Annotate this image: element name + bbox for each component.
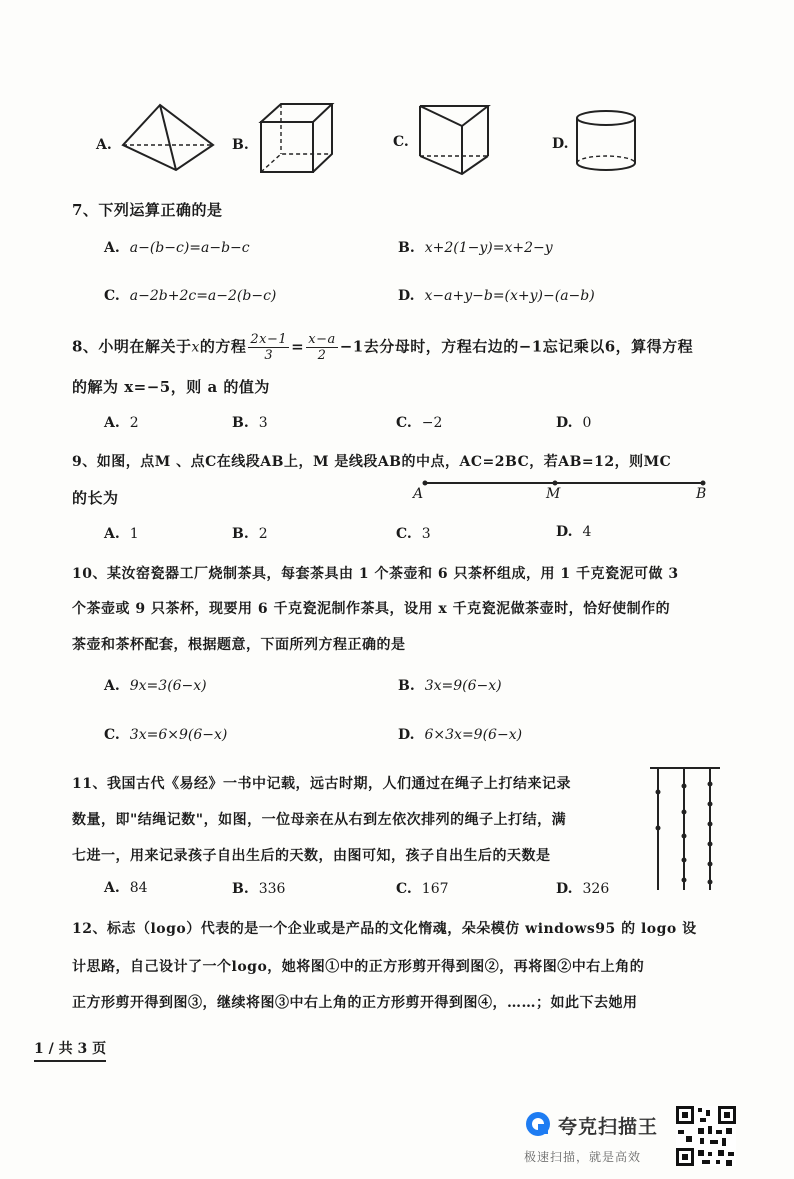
q8-fraction-1 bbox=[248, 332, 289, 363]
q10-option-a-text: 9x=3(6−x) bbox=[129, 678, 207, 694]
q10-option-a bbox=[104, 678, 207, 694]
q9-option-b-text: 2 bbox=[258, 526, 268, 542]
q11-option-b-label: B. bbox=[232, 881, 249, 897]
q10-option-b-label: B. bbox=[398, 678, 415, 694]
q7-option-b-label: B. bbox=[398, 240, 415, 256]
q9-option-d bbox=[556, 524, 591, 540]
q9-option-c-label: C. bbox=[396, 526, 412, 542]
q8-frac2-numerator: x−a bbox=[308, 332, 336, 347]
q8-option-b-label: B. bbox=[232, 415, 249, 431]
q7-option-d-text: x−a+y−b=(x+y)−(a−b) bbox=[424, 288, 595, 304]
q8-option-d-text: 0 bbox=[582, 415, 592, 431]
q10-option-c-text: 3x=6×9(6−x) bbox=[129, 727, 228, 743]
q11-option-b-text: 336 bbox=[258, 881, 286, 897]
q11-option-d bbox=[556, 881, 609, 897]
q8-option-a bbox=[104, 415, 139, 431]
q8-option-a-label: A. bbox=[104, 415, 120, 431]
question-11-line3: 七进一，用来记录孩子自出生后的天数，由图可知，孩子自出生后的天数是 bbox=[72, 848, 551, 864]
shape-option-c-label: C. bbox=[393, 134, 409, 150]
qr-code-icon bbox=[676, 1106, 736, 1166]
q10-option-d bbox=[398, 727, 522, 743]
q7-option-d bbox=[398, 288, 595, 304]
pyramid-figure bbox=[118, 100, 218, 180]
q10-option-c-label: C. bbox=[104, 727, 120, 743]
q8-stem-mid: 的方程 bbox=[199, 337, 247, 356]
q7-option-a-text: a−(b−c)=a−b−c bbox=[129, 240, 250, 256]
q11-option-a bbox=[104, 880, 148, 896]
q8-frac1-numerator: 2x−1 bbox=[250, 332, 288, 347]
shape-option-a-label: A. bbox=[96, 137, 112, 153]
question-12-line2: 计思路，自己设计了一个logo，她将图①中的正方形剪开得到图②，再将图②中右上角的 bbox=[72, 959, 645, 975]
q11-option-a-label: A. bbox=[104, 880, 120, 896]
q9-option-a-label: A. bbox=[104, 526, 120, 542]
q8-stem-pre: 8、小明在解关于 bbox=[72, 337, 192, 356]
q7-option-b-text: x+2(1−y)=x+2−y bbox=[424, 240, 553, 256]
prism-figure bbox=[414, 100, 494, 180]
q11-option-b bbox=[232, 881, 285, 897]
knotted-rope-figure bbox=[648, 764, 722, 894]
question-10-line1: 10、某汝窑瓷器工厂烧制茶具，每套茶具由 1 个茶壶和 6 只茶杯组成，用 1 千克瓷泥可做 3 bbox=[72, 566, 679, 582]
q11-option-c bbox=[396, 881, 449, 897]
q8-stem-post: −1去分母时，方程右边的−1忘记乘以6，算得方程 bbox=[339, 337, 694, 356]
q8-equals: = bbox=[291, 337, 305, 356]
q10-option-d-label: D. bbox=[398, 727, 415, 743]
q9-option-d-text: 4 bbox=[582, 524, 592, 540]
q9-option-a-text: 1 bbox=[129, 526, 139, 542]
q7-option-a-label: A. bbox=[104, 240, 120, 256]
q7-option-c-text: a−2b+2c=a−2(b−c) bbox=[129, 288, 277, 304]
question-10-line3: 茶壶和茶杯配套，根据题意，下面所列方程正确的是 bbox=[72, 637, 406, 653]
q8-option-d bbox=[556, 415, 591, 431]
q11-option-c-label: C. bbox=[396, 881, 412, 897]
q7-option-b bbox=[398, 240, 553, 256]
question-11-line2: 数量，即"结绳记数"，如图，一位母亲在从右到左依次排列的绳子上打结，满 bbox=[72, 812, 567, 828]
q9-option-b-label: B. bbox=[232, 526, 249, 542]
question-12-line3: 正方形剪开得到图③，继续将图③中右上角的正方形剪开得到图④，……；如此下去她用 bbox=[72, 995, 638, 1011]
cube-figure bbox=[256, 100, 336, 175]
question-8-stem bbox=[72, 332, 693, 363]
point-m-label: M bbox=[546, 486, 561, 502]
point-b-label: B bbox=[696, 486, 707, 502]
q7-option-c bbox=[104, 288, 276, 304]
question-7-stem: 7、下列运算正确的是 bbox=[72, 201, 223, 219]
cylinder-figure bbox=[574, 108, 640, 178]
q8-frac1-denominator: 3 bbox=[264, 348, 274, 363]
q7-option-d-label: D. bbox=[398, 288, 415, 304]
q8-var-x: x bbox=[191, 339, 200, 356]
q11-option-a-text: 84 bbox=[129, 880, 148, 896]
q11-option-c-text: 167 bbox=[421, 881, 449, 897]
q10-option-b bbox=[398, 678, 502, 694]
q9-option-c bbox=[396, 526, 431, 542]
q8-option-b-text: 3 bbox=[258, 415, 268, 431]
q7-option-c-label: C. bbox=[104, 288, 120, 304]
question-11-line1: 11、我国古代《易经》一书中记载，远古时期，人们通过在绳子上打结来记录 bbox=[72, 776, 571, 792]
q11-option-d-label: D. bbox=[556, 881, 573, 897]
q8-option-d-label: D. bbox=[556, 415, 573, 431]
question-9-line2: 的长为 bbox=[72, 489, 119, 507]
scanner-brand-subtitle: 极速扫描，就是高效 bbox=[524, 1150, 642, 1164]
q9-option-b bbox=[232, 526, 268, 542]
page-number: 1 / 共 3 页 bbox=[34, 1038, 106, 1062]
q9-option-d-label: D. bbox=[556, 524, 573, 540]
question-8-line2: 的解为 x=−5，则 a 的值为 bbox=[72, 378, 270, 396]
question-9-stem: 9、如图，点M 、点C在线段AB上，M 是线段AB的中点，AC=2BC，若AB=12，则MC bbox=[72, 454, 672, 470]
q11-option-d-text: 326 bbox=[582, 881, 610, 897]
question-10-line2: 个茶壶或 9 只茶杯，现要用 6 千克瓷泥制作茶具，设用 x 千克瓷泥做茶壶时，恰好使制作的 bbox=[72, 601, 671, 617]
quark-logo-icon bbox=[524, 1110, 554, 1140]
q10-option-c bbox=[104, 727, 227, 743]
q10-option-d-text: 6×3x=9(6−x) bbox=[424, 727, 523, 743]
shape-option-d-label: D. bbox=[552, 136, 569, 152]
q9-option-a bbox=[104, 526, 139, 542]
q8-option-b bbox=[232, 415, 268, 431]
q8-frac2-denominator: 2 bbox=[317, 348, 327, 363]
q8-option-c-text: −2 bbox=[421, 415, 443, 431]
q7-option-a bbox=[104, 240, 250, 256]
q8-option-a-text: 2 bbox=[129, 415, 139, 431]
shape-option-b-label: B. bbox=[232, 137, 249, 153]
question-12-line1: 12、标志（logo）代表的是一个企业或是产品的文化惰魂，朵朵模仿 windows95 的 logo 设 bbox=[72, 921, 697, 937]
scanner-brand-title: 夸克扫描王 bbox=[558, 1116, 659, 1138]
q8-option-c-label: C. bbox=[396, 415, 412, 431]
q10-option-a-label: A. bbox=[104, 678, 120, 694]
segment-ab-figure bbox=[420, 478, 710, 508]
q8-fraction-2 bbox=[306, 332, 337, 363]
q9-option-c-text: 3 bbox=[421, 526, 431, 542]
point-a-label: A bbox=[413, 486, 424, 502]
q10-option-b-text: 3x=9(6−x) bbox=[424, 678, 502, 694]
q8-option-c bbox=[396, 415, 442, 431]
